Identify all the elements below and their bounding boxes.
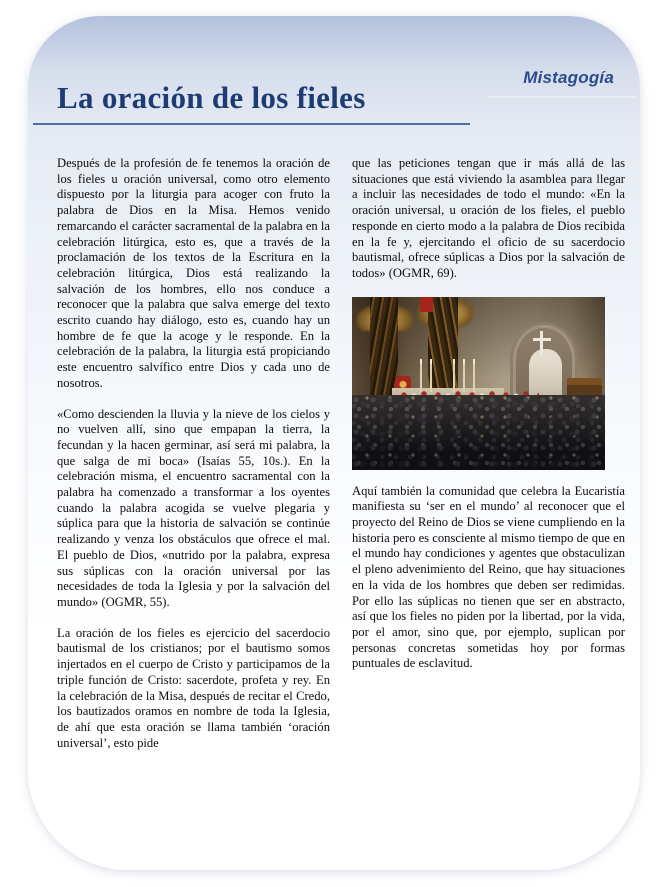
photo-candle xyxy=(463,359,465,392)
photo-cross-icon xyxy=(540,331,543,355)
photo-candle xyxy=(473,359,475,392)
paragraph-left-2: «Como descienden la lluvia y la nieve de los cielos y no vuelven allí, sino que empapan la tierra, la fecundan y la hacen germinar, así será mi palabra, la que salga de mi boca» (Isaías 55, 10s.). En la celebración misma, el encuentro sacramental con la palabra ha comenzado a transformar a los oyentes cuando la palabra acogida se vuelve plegaria y súplica para que la historia de salvación se continúe realizando y venza los obstáculos que ofrece el mal. El pueblo de Dios, «nutrido por la palabra, expresa sus súplicas con la oración universal por las necesidades de toda la Iglesia y por la salvación del mundo» (OGMR, 55). xyxy=(57,406,330,609)
title-underline xyxy=(33,123,470,125)
photo-candle xyxy=(430,359,432,392)
paragraph-left-1: Después de la profesión de fe tenemos la oración de los fieles u oración universal, como otro elemento dispuesto por la liturgia para acoger con fruto la palabra de Dios en la Misa. Hemos venido remarcando el carácter sacramental de la palabra en la celebración litúrgica, esto es, que a través de la proclamación de los textos de la Escritura en la celebración litúrgica, Dios está realizando la salvación de los hombres, ello nos conduce a reconocer que la palabra que salva emerge del texto escrito cuando hay diálogo, esto es, cuando hay un hombre de fe que la acoge y le responde. En la celebración de la palabra, la liturgia está propiciando este encuentro salvífico entre Dios y cada uno de nosotros. xyxy=(57,156,330,390)
document-page xyxy=(28,16,640,870)
photo-candle xyxy=(420,359,422,392)
page-title: La oración de los fieles xyxy=(57,80,366,115)
congregation-photo xyxy=(352,297,605,470)
photo-red-banner xyxy=(420,297,433,313)
photo-cross-icon xyxy=(533,338,551,341)
badge-underline xyxy=(489,96,637,98)
left-column xyxy=(57,156,330,766)
paragraph-right-2: Aquí también la comunidad que celebra la Eucaristía manifiesta su ‘ser en el mundo’ al reconocer que el proyecto del Reino de Dios se viene cumpliendo en la historia pero es consciente al mismo tiempo de que en el mundo hay condiciones y agentes que obstaculizan el pleno advenimiento del Reino, que hay situaciones en la vida de los hombres que deben ser redimidas. Por ello las súplicas no tienen que ser en abstracto, así que los fieles no piden por la libertad, por la vida, por el amor, sino que, por ejemplo, suplican por personas concretas sometidas hoy por formas puntuales de esclavitud. xyxy=(352,483,625,671)
photo-crowd xyxy=(352,395,605,469)
section-badge: Mistagogía xyxy=(523,68,614,87)
right-column xyxy=(352,156,625,766)
photo-candle xyxy=(453,359,455,392)
paragraph-right-1: que las peticiones tengan que ir más allá de las situaciones que está viviendo la asamblea para llegar a incluir las necesidades de todo el mundo: «En la oración universal, u oración de los fieles, el pueblo responde en cierto modo a la palabra de Dios recibida en la fe y, ejercitando el oficio de su sacerdocio bautismal, ofrece súplicas a Dios por la salvación de todos» (OGMR, 69). xyxy=(352,156,625,280)
paragraph-left-3: La oración de los fieles es ejercicio del sacerdocio bautismal de los cristianos; por el bautismo somos injertados en el cuerpo de Cristo y participamos de la triple función de Cristo: sacerdote, profeta y rey. En la celebración de la Misa, después de recitar el Credo, los bautizados oramos en nombre de toda la Iglesia, de ahí que esta oración se llama también ‘oración universal’, esto pide xyxy=(57,625,330,750)
article-body xyxy=(57,156,625,766)
